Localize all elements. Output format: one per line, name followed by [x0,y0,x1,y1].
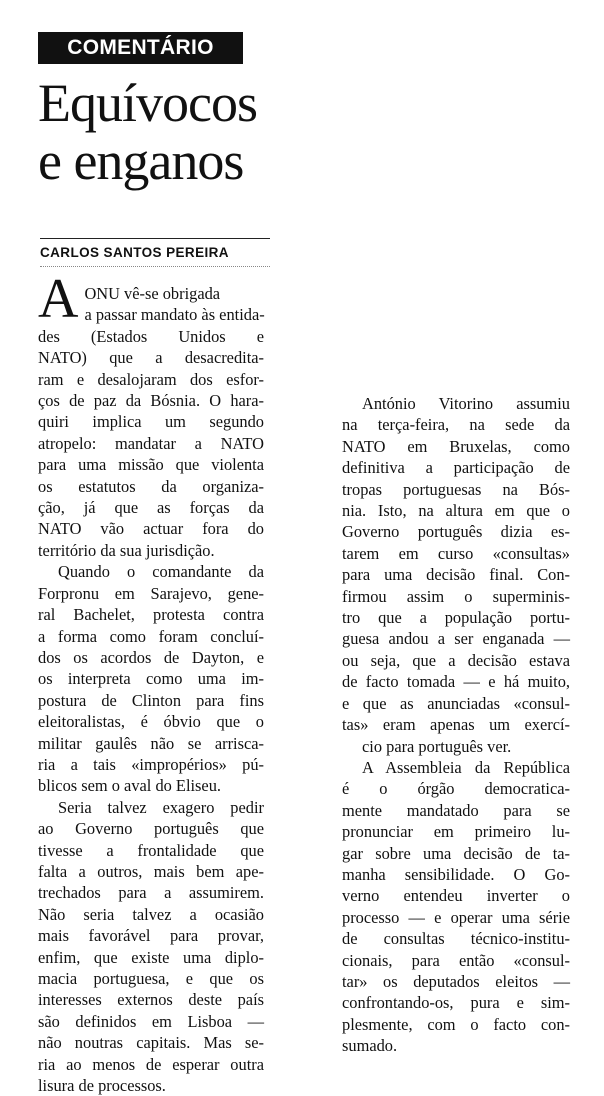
text-line: guesa andou a ser enganada — [342,629,570,649]
text-line: de consultas técnico-institu- [342,929,570,949]
text-line: NATO em Bruxelas, como [342,436,570,456]
text-line: a passar mandato às entida- [84,305,265,325]
article-column-left [38,268,265,1096]
byline-divider [40,266,270,267]
text-line: não noutras capitais. Mas se- [38,1033,264,1053]
text-line: ONU vê-se obrigada [84,284,221,303]
text-line: António Vitorino assumiu [362,394,570,413]
text-line: firmou assim o superminis- [342,586,570,606]
paragraph-1 [38,268,265,561]
text-line: eleitoralistas, é óbvio que o [38,712,264,732]
text-line: ria a tais «impropérios» pú- [38,754,264,774]
text-line: a forma como foram concluí- [38,626,264,646]
text-line: manha sensibilidade. O Go- [342,864,570,884]
text-line: de facto tomada — e há muito, [342,672,570,692]
text-line: é o órgão democratica- [342,779,570,799]
text-line: para uma missão que violenta [38,455,264,475]
text-line: macia portuguesa, e que os [38,969,264,988]
text-line: são definidos em Lisboa — [38,1011,264,1031]
text-line: ral Bachelet, protesta contra [38,605,264,625]
text-line: nia. Isto, na altura em que o [342,501,570,521]
text-line: ram e desalojaram dos esfor- [38,369,264,389]
text-line: definitiva a participação de [342,458,570,478]
text-line: Quando o comandante da [58,562,264,582]
paragraph-5 [342,757,570,1057]
paragraph-3 [38,797,264,1096]
text-line: e que as anunciadas «consul- [342,693,570,713]
text-line: ou seja, que a decisão estava [342,650,570,670]
text-line: sumado. [342,1036,398,1056]
text-line: NATO) que a desacredita- [38,348,264,368]
text-line: pronunciar em primeiro lu- [342,822,570,842]
text-line: mais favorável para provar, [38,926,264,946]
text-line: des (Estados Unidos e [38,326,264,346]
drop-cap: A [38,268,79,330]
text-line: falta a outros, mais bem ape- [38,861,264,881]
text-line: dos os acordos de Dayton, e [38,647,264,667]
text-line: Governo português dizia es- [342,522,570,542]
text-line: Forpronu em Sarajevo, gene- [38,583,264,603]
headline [38,74,278,190]
text-line: ao Governo português que [38,819,264,839]
text-line: cionais, para então «consul- [342,950,570,970]
text-line: trechados para a assumirem. [38,883,264,903]
text-line: militar gaulês não se arrisca- [38,733,264,753]
text-line: Não seria talvez a ocasião [38,904,264,924]
text-line: na terça-feira, na sede da [342,415,570,435]
text-line: território da sua jurisdição. [38,540,215,560]
text-line: postura de Clinton para fins [38,690,264,710]
paragraph-4 [342,393,570,757]
headline-line-2: e enganos [38,131,244,191]
author-byline: CARLOS SANTOS PEREIRA [40,238,270,260]
text-line: A Assembleia da República [362,757,570,777]
text-line: para uma decisão final. Con- [342,565,570,585]
text-line: processo — e operar uma série [342,907,570,927]
text-line: NATO vão actuar fora do [38,519,264,539]
text-line: gar sobre uma decisão de ta- [342,843,570,863]
text-line: plesmente, com o facto con- [342,1014,570,1034]
text-line: verno entendeu inverter o [342,886,570,906]
text-line: os estatutos da organiza- [38,476,264,496]
text-line: tro que a população portu- [342,608,570,628]
text-line: enfim, que existe uma diplo- [38,947,264,967]
text-line: lisura de processos. [38,1076,166,1096]
text-line: quiri implica um segundo [38,412,264,432]
text-line: tivesse a frontalidade que [38,840,264,860]
text-line: ria ao menos de esperar outra [38,1054,264,1074]
text-line: ços de paz da Bósnia. O hara- [38,391,264,411]
text-line: Seria talvez exagero pedir [58,797,264,817]
text-line: tar» os deputados eleitos — [342,971,570,991]
text-line: confrontando-os, pura e sim- [342,993,570,1013]
text-line: interesses externos deste país [38,990,264,1010]
text-line: tropas portuguesas na Bós- [342,479,570,499]
text-line: ção, já que as forças da [38,498,264,518]
text-line: tarem em curso «consultas» [342,543,570,563]
headline-line-1: Equívocos [38,73,257,133]
paragraph-2 [38,561,264,796]
article-column-right [342,393,570,1057]
text-line: tas» eram apenas um exercí- [342,715,570,735]
text-line: os interpreta como uma im- [38,669,264,689]
text-line: cio para português ver. [362,736,512,756]
text-line: atropelo: mandatar a NATO [38,433,264,453]
text-line: mente mandatado para se [342,800,570,820]
text-line: blicos sem o aval do Eliseu. [38,776,221,796]
section-kicker: COMENTÁRIO [38,32,243,64]
